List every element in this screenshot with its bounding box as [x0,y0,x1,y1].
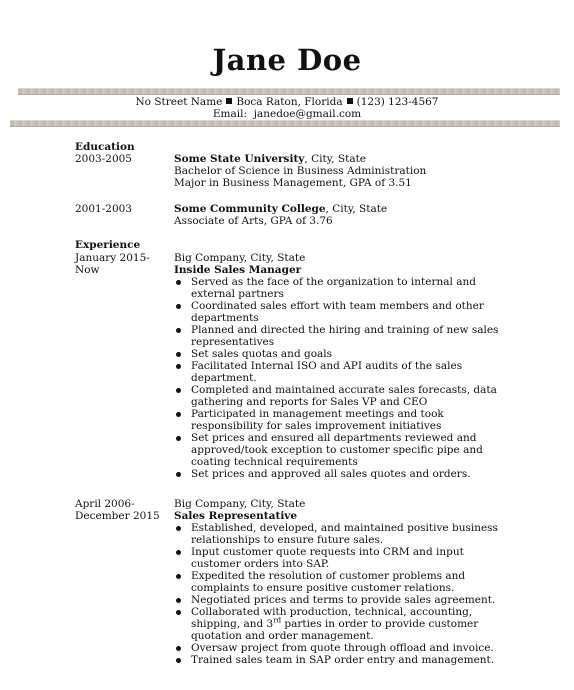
job-role: Inside Sales Manager [174,264,302,276]
job-bullet: Collaborated with production, technical, accounting, shipping, and 3rd parties in order to provide customer quotation and order management. [174,606,514,642]
school-location: , City, State [304,153,367,165]
city: Boca Raton, Florida [236,96,343,108]
job-role: Sales Representative [174,510,298,522]
phone: (123) 123-4567 [356,96,439,108]
contact-line [0,96,574,108]
email: janedoe@gmail.com [253,108,362,120]
job-bullets [174,276,514,480]
degree-line: Major in Business Management, GPA of 3.51 [174,177,412,189]
experience-heading: Experience [75,239,141,251]
education-entry [174,153,514,189]
job-bullet: Completed and maintained accurate sales forecasts, data gathering and reports for Sales VP and CEO [174,384,514,408]
square-bullet-icon [347,98,353,104]
header-divider-bottom [10,120,560,127]
job-bullet: Served as the face of the organization to internal and external partners [174,276,514,300]
job-entry [174,498,514,666]
job-bullet: Oversaw project from quote through offload and invoice. [174,642,514,654]
degree-line: Associate of Arts, GPA of 3.76 [174,215,333,227]
job-bullet: Trained sales team in SAP order entry and management. [174,654,514,666]
job-bullet: Set prices and approved all sales quotes and orders. [174,468,514,480]
resume-name: Jane Doe [212,43,362,77]
education-entry [174,203,514,227]
job-date-start: January 2015- [75,252,150,264]
job-company: Big Company, City, State [174,498,306,510]
job-date-start: April 2006- [75,498,135,510]
job-bullet: Participated in management meetings and took responsibility for sales improvement initiatives [174,408,514,432]
square-bullet-icon [226,98,232,104]
job-bullet: Expedited the resolution of customer problems and complaints to ensure positive customer relations. [174,570,514,594]
job-bullet: Set prices and ensured all departments reviewed and approved/took exception to customer specific pipe and coating technical requirements [174,432,514,468]
email-line [0,108,574,120]
email-label: Email: [212,108,248,120]
job-bullet: Set sales quotas and goals [174,348,514,360]
job-dates [75,252,170,276]
job-date-end: December 2015 [75,510,160,522]
address: No Street Name [135,96,223,108]
degree-line: Bachelor of Science in Business Administration [174,165,427,177]
school-location: , City, State [325,203,388,215]
job-entry [174,252,514,480]
job-date-end: Now [75,264,100,276]
job-bullet: Negotiated prices and terms to provide sales agreement. [174,594,514,606]
header-divider-top [18,88,560,95]
job-bullet: Input customer quote requests into CRM and input customer orders into SAP. [174,546,514,570]
school-name: Some State University [174,153,305,165]
job-dates [75,498,170,522]
education-dates: 2001-2003 [75,203,132,215]
job-bullets [174,522,514,666]
job-company: Big Company, City, State [174,252,306,264]
job-bullet: Planned and directed the hiring and training of new sales representatives [174,324,514,348]
education-heading: Education [75,141,135,153]
job-bullet: Established, developed, and maintained positive business relationships to ensure future sales. [174,522,514,546]
school-name: Some Community College [174,203,326,215]
job-bullet: Facilitated Internal ISO and API audits of the sales department. [174,360,514,384]
education-dates: 2003-2005 [75,153,132,165]
job-bullet: Coordinated sales effort with team members and other departments [174,300,514,324]
